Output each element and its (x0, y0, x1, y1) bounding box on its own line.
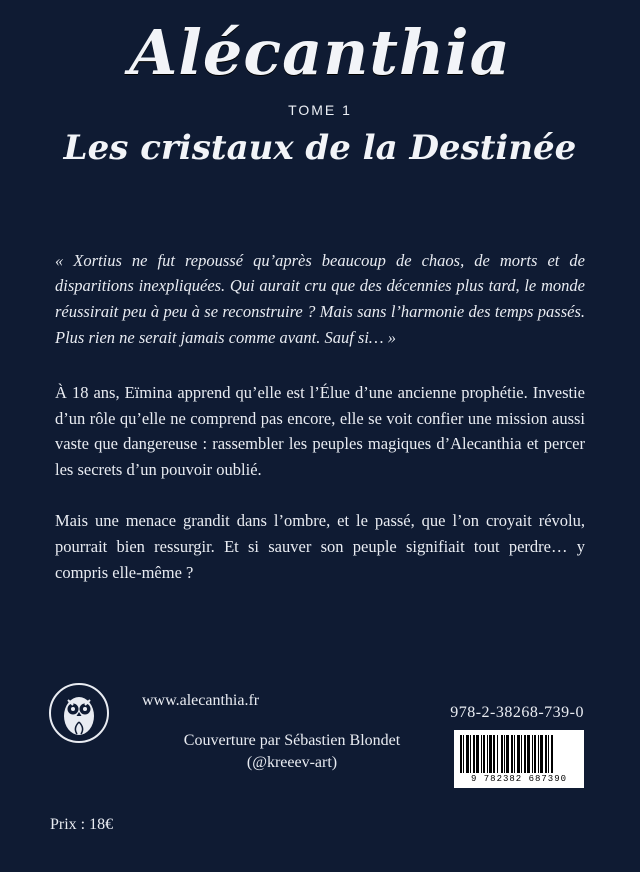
price-label: Prix : 18€ (50, 816, 114, 833)
blurb (55, 167, 585, 585)
barcode-bars (460, 735, 578, 773)
tome-label: TOME 1 (288, 102, 352, 118)
page-title: Alécanthia (129, 16, 511, 89)
cover-credit (142, 730, 442, 773)
subtitle: Les cristaux de la Destinée (63, 128, 577, 168)
cover-credit-line-1: Couverture par Sébastien Blondet (183, 732, 401, 749)
owl-logo-icon (48, 682, 110, 744)
cover-footer (0, 672, 640, 872)
blurb-paragraph-2: Mais une menace grandit dans l’ombre, et le passé, que l’on croyait révolu, pourrait bien ressurgir. Et si sauver son peuple signifiait tout perdre… y compris elle-même ? (55, 511, 585, 582)
title-block (0, 0, 640, 167)
blurb-paragraph-1: À 18 ans, Eïmina apprend qu’elle est l’Élue d’une ancienne prophétie. Investie d’un rôle qu’elle ne comprend pas encore, elle se voit confier une mission aussi vaste que dangereuse : rassembler les peuples magiques d’Alecanthia et percer les secrets d’un pouvoir oublié. (55, 383, 585, 479)
barcode (454, 730, 584, 788)
website-link[interactable]: www.alecanthia.fr (142, 692, 260, 709)
epigraph-quote: « Xortius ne fut repoussé qu’après beaucoup de chaos, de morts et de disparitions inexpliquées. Qui aurait cru que des décennies plus tard, le monde réussirait peu à peu à se reconstruire ? Mais sans l’harmonie des temps passés. Plus rien ne serait jamais comme avant. Sauf si… » (55, 250, 585, 347)
barcode-number: 9 782382 687390 (470, 774, 567, 784)
isbn-text: 978-2-38268-739-0 (450, 704, 584, 721)
cover-credit-line-2: (@kreeev-art) (246, 753, 338, 771)
